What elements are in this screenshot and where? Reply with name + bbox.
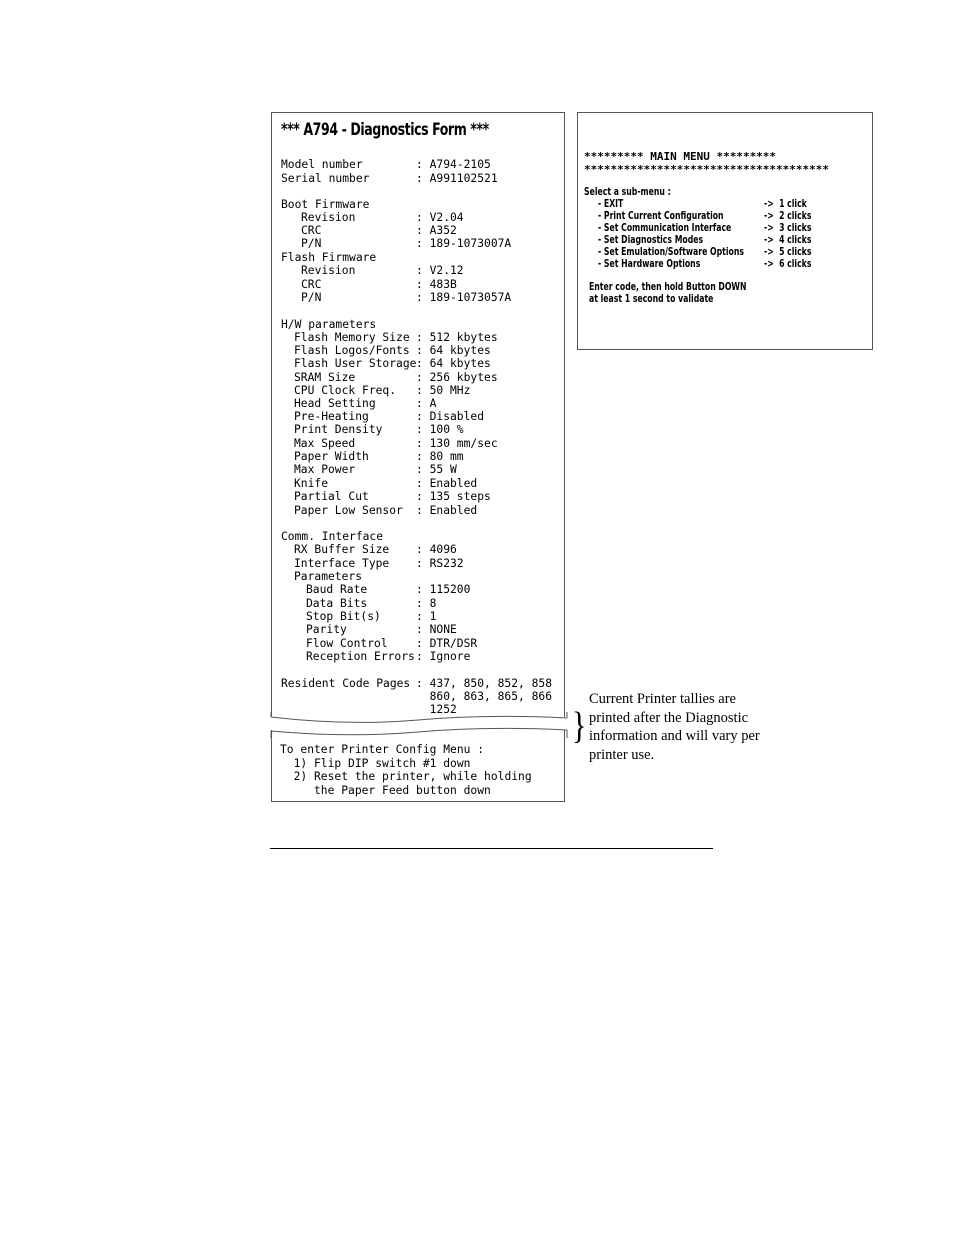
diag-value: : 512 kbytes xyxy=(416,331,498,344)
diag-value: : Disabled xyxy=(416,410,485,423)
diag-value: : Enabled xyxy=(416,504,478,517)
diag-label: Pre-Heating xyxy=(294,410,369,423)
menu-star-rule xyxy=(584,163,866,176)
diag-value: : 130 mm/sec xyxy=(416,437,498,450)
horizontal-rule xyxy=(270,848,713,849)
diag-label: Flash User Storage xyxy=(294,357,417,370)
menu-item-action: -> 5 clicks xyxy=(764,246,812,258)
menu-item-action: -> 1 click xyxy=(764,198,807,210)
diag-value: : 4096 xyxy=(416,543,457,556)
diag-label: Max Power xyxy=(294,463,356,476)
menu-item-action: -> 2 clicks xyxy=(764,210,812,222)
diag-value: : 64 kbytes xyxy=(416,344,491,357)
diag-label: Flash Memory Size xyxy=(294,331,410,344)
diag-label: P/N xyxy=(301,291,322,304)
diag-label: CRC xyxy=(301,224,322,237)
diag-value: : V2.04 xyxy=(416,211,464,224)
diag-value: : Ignore xyxy=(416,650,471,663)
config-line: To enter Printer Config Menu : xyxy=(280,743,485,756)
diag-value: : A xyxy=(416,397,437,410)
config-line: 1) Flip DIP switch #1 down xyxy=(280,756,471,770)
diag-value: : A352 xyxy=(416,224,457,237)
diag-label: Partial Cut xyxy=(294,490,369,503)
menu-header xyxy=(584,150,866,163)
diag-label: CRC xyxy=(301,278,322,291)
diag-value: 860, 863, 865, 866 xyxy=(416,690,553,703)
diag-label: Stop Bit(s) xyxy=(306,610,381,623)
diag-value: : 189-1073057A xyxy=(416,291,512,304)
diag-label: Revision xyxy=(301,264,356,277)
menu-item-label: - Set Hardware Options xyxy=(598,258,701,270)
diag-label: RX Buffer Size xyxy=(294,543,390,556)
menu-item-action: -> 4 clicks xyxy=(764,234,812,246)
config-line: 2) Reset the printer, while holding xyxy=(280,770,532,783)
menu-footer-line: Enter code, then hold Button DOWN xyxy=(589,281,747,293)
diag-value: : RS232 xyxy=(416,557,464,570)
diag-label: Knife xyxy=(294,477,329,490)
diag-value: : Enabled xyxy=(416,477,478,490)
diag-label: Flash Logos/Fonts xyxy=(294,344,410,357)
menu-item-action: -> 6 clicks xyxy=(764,258,812,270)
diag-value: : 483B xyxy=(416,278,457,291)
menu-header-text: ********* MAIN MENU ********* xyxy=(584,150,777,163)
menu-item-label: - Set Emulation/Software Options xyxy=(598,246,744,258)
diag-value: : DTR/DSR xyxy=(416,637,478,650)
form-title: *** A794 - Diagnostics Form *** xyxy=(281,120,489,140)
diag-label: Paper Low Sensor xyxy=(294,504,403,517)
brace-icon: } xyxy=(571,705,587,747)
diag-label: Serial number xyxy=(281,172,370,185)
diag-label: Head Setting xyxy=(294,397,376,410)
menu-item-label: - EXIT xyxy=(598,198,624,210)
diag-label: SRAM Size xyxy=(294,371,356,384)
menu-prompt: Select a sub-menu : xyxy=(584,186,671,198)
diag-label: Print Density xyxy=(294,423,383,436)
diag-value: : NONE xyxy=(416,623,457,636)
diag-label: Parity xyxy=(306,623,347,636)
menu-item-label: - Set Communication Interface xyxy=(598,222,732,234)
diag-value: : 64 kbytes xyxy=(416,357,491,370)
tallies-note: Current Printer tallies are printed after the Diagnostic information and will vary per printer use. xyxy=(589,691,760,764)
diag-value: 1252 xyxy=(416,703,457,716)
diag-label: Flash Firmware xyxy=(281,251,377,264)
diag-value: : A991102521 xyxy=(416,172,498,185)
diag-value: : 50 MHz xyxy=(416,384,471,397)
diag-value: : 437, 850, 852, 858 xyxy=(416,677,553,690)
diag-label: Paper Width xyxy=(294,450,369,463)
menu-star-text: ************************************* xyxy=(584,163,830,176)
diag-value: : 1 xyxy=(416,610,437,623)
diag-value: : V2.12 xyxy=(416,264,464,277)
diag-label: Flow Control xyxy=(306,637,388,650)
diag-label: Parameters xyxy=(294,570,363,583)
diag-label: Baud Rate xyxy=(306,583,368,596)
menu-footer-line: at least 1 second to validate xyxy=(589,293,714,305)
diag-label: H/W parameters xyxy=(281,318,377,331)
menu-item-action: -> 3 clicks xyxy=(764,222,812,234)
diag-value: : 115200 xyxy=(416,583,471,596)
diag-value: : 55 W xyxy=(416,463,457,476)
diag-label: Reception Errors xyxy=(306,650,415,663)
menu-item-label: - Set Diagnostics Modes xyxy=(598,234,704,246)
diag-label: Data Bits xyxy=(306,597,368,610)
diag-label: CPU Clock Freq. xyxy=(294,384,397,397)
diag-label: P/N xyxy=(301,237,322,250)
diag-value: : 80 mm xyxy=(416,450,464,463)
menu-item-label: - Print Current Configuration xyxy=(598,210,724,222)
diag-label: Interface Type xyxy=(294,557,390,570)
diag-label: Revision xyxy=(301,211,356,224)
diag-value: : 8 xyxy=(416,597,437,610)
diag-value: : 256 kbytes xyxy=(416,371,498,384)
diag-value: : 100 % xyxy=(416,423,464,436)
diag-label: Boot Firmware xyxy=(281,198,370,211)
diag-label: Resident Code Pages xyxy=(281,677,411,690)
diag-label: Max Speed xyxy=(294,437,356,450)
config-line: the Paper Feed button down xyxy=(280,783,491,797)
diag-value: : A794-2105 xyxy=(416,158,491,171)
diag-value: : 189-1073007A xyxy=(416,237,512,250)
diag-label: Model number xyxy=(281,158,363,171)
diag-label: Comm. Interface xyxy=(281,530,384,543)
diag-value: : 135 steps xyxy=(416,490,491,503)
